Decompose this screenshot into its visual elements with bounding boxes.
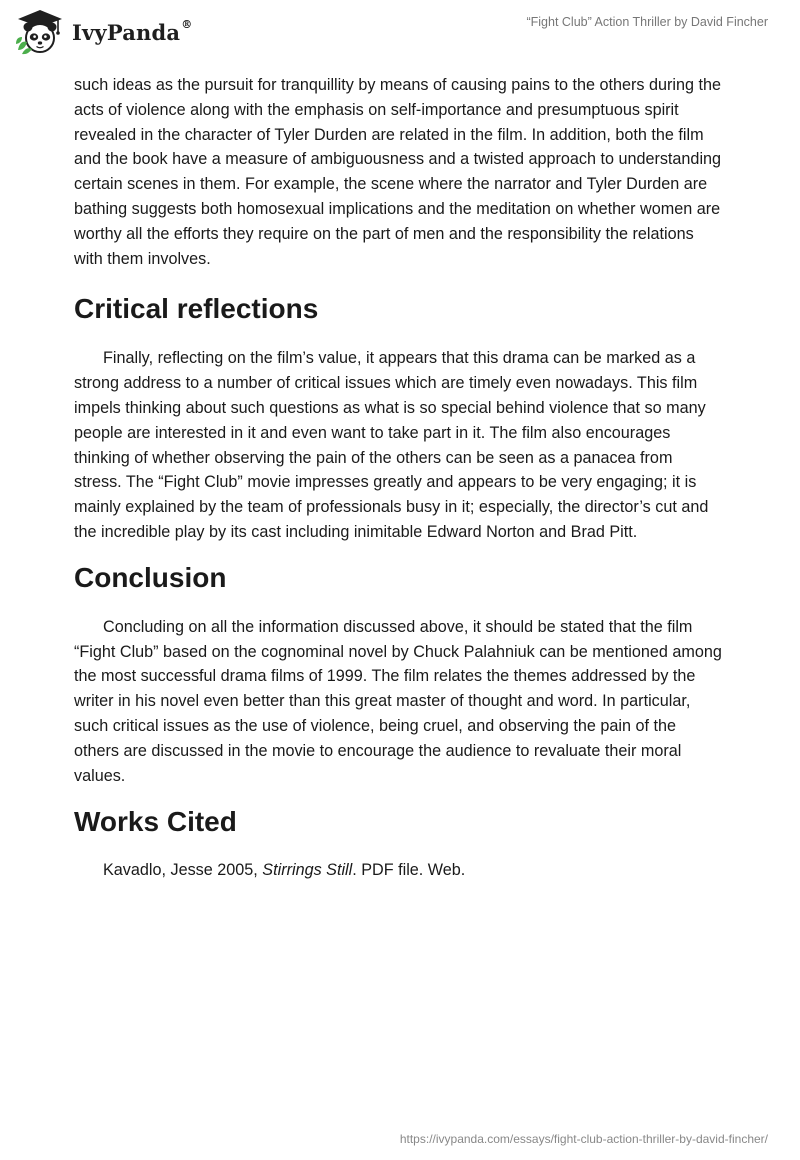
essay-content (74, 73, 724, 883)
registered-mark: ® (181, 17, 193, 31)
ivypanda-logo[interactable] (14, 8, 192, 56)
intro-paragraph: such ideas as the pursuit for tranquillity by means of causing pains to the others during the acts of violence along with the emphasis on self-importance and presumptuous spirit revealed in the character of Tyler Durden are related in the film. In addition, both the film and the book have a measure of ambiguousness and a twisted approach to understanding certain scenes in them. For example, the scene where the narrator and Tyler Durden are bathing suggests both homosexual implications and the meditation on whether women are worthy all the efforts they require on the part of men and the responsibility the relations with them involves. (74, 76, 722, 268)
critical-reflections-heading: Critical reflections (74, 293, 319, 325)
panda-graduate-icon (14, 8, 66, 56)
brand-name: IvyPanda® (72, 17, 193, 45)
citation-details: . PDF file. Web. (352, 861, 466, 880)
page-header (0, 0, 800, 72)
citation-title: Stirrings Still (262, 861, 353, 880)
works-cited-entry (74, 858, 724, 883)
source-url-link[interactable]: https://ivypanda.com/essays/fight-club-action-thriller-by-david-fincher/ (399, 1132, 768, 1146)
citation-author: Kavadlo, Jesse 2005, (103, 861, 263, 880)
critical-reflections-paragraph: Finally, reflecting on the film’s value, it appears that this drama can be marked as a strong address to a number of critical issues which are timely even nowadays. This film impels thinking about such questions as what is so special behind violence that so many people are interested in it and even want to take part in it. The film also encourages thinking of whether observing the pain of the others can be seen as a panacea from stress. The “Fight Club” movie impresses greatly and appears to be very engaging; it is mainly explained by the team of professionals busy in it; especially, the director’s cut and the incredible play by its cast including inimitable Edward Norton and Brad Pitt. (74, 349, 709, 541)
conclusion-paragraph: Concluding on all the information discussed above, it should be stated that the film “Fight Club” based on the cognominal novel by Chuck Palahniuk can be mentioned among the most successful drama films of 1999. The film relates the themes addressed by the writer in his novel even better than this great master of thought and word. In particular, such critical issues as the use of violence, being cruel, and observing the pain of the others are discussed in the movie to encourage the audience to revaluate their moral values. (74, 617, 722, 785)
conclusion-heading: Conclusion (74, 561, 227, 593)
document-title: “Fight Club” Action Thriller by David Fincher (526, 15, 768, 29)
works-cited-heading: Works Cited (74, 806, 237, 838)
